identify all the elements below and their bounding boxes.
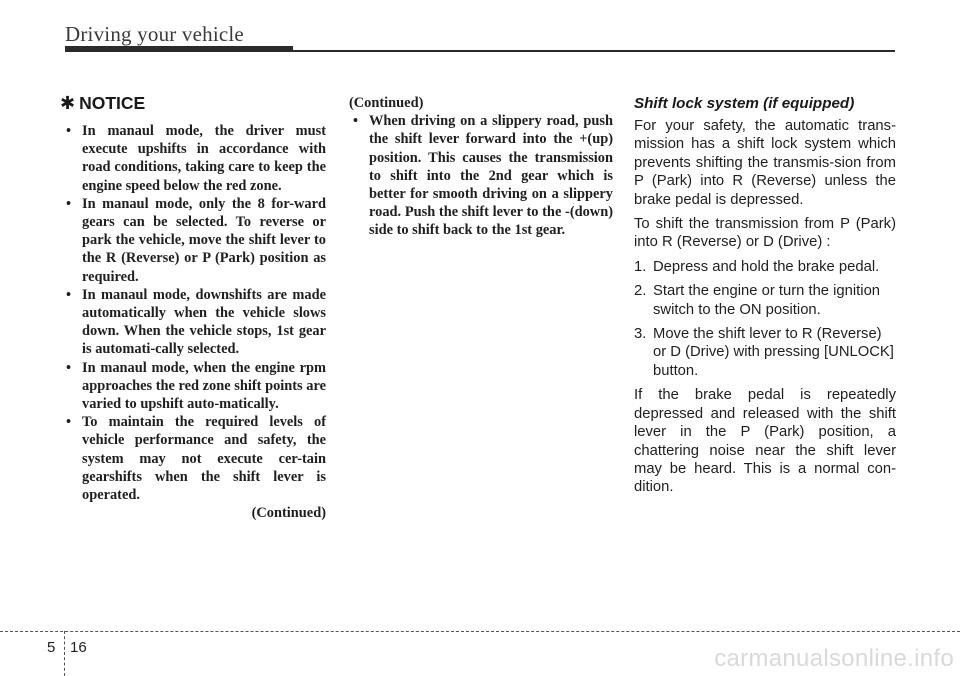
- step-number: 1.: [634, 258, 647, 275]
- star-cross-icon: ✱: [60, 93, 76, 113]
- step-text: Move the shift lever to R (Reverse) or D (Drive) with pressing [UNLOCK] button.: [653, 326, 894, 379]
- notice-column-continued: [349, 92, 613, 240]
- notice-bullet: • When driving on a slippery road, push the shift lever forward into the +(up) position. This causes the transmission to shift into the 2nd gear which is better for smooth driving on a slippery road. Push the shift lever to the -(down) side to shift back to the 1st gear.: [349, 112, 613, 239]
- step-item: [634, 282, 896, 319]
- header-accent-bar: [65, 46, 293, 52]
- shift-lock-closing: If the brake pedal is repeatedly depressed and released with the shift lever in the P (Park) position, a chattering noise near the shift lever may be heard. This is a normal con-dition.: [634, 387, 896, 496]
- step-text: Start the engine or turn the ignition switch to the ON position.: [653, 283, 881, 318]
- notice-continued-list: [349, 112, 613, 239]
- step-text: Depress and hold the brake pedal.: [653, 258, 880, 275]
- notice-bullet: • In manaul mode, only the 8 for-ward gears can be selected. To reverse or park the vehicle, move the shift lever to the R (Reverse) or P (Park) position as required.: [60, 195, 326, 286]
- notice-bullet: • In manaul mode, the driver must execute upshifts in accordance with road conditions, taking care to keep the engine speed below the red zone.: [60, 122, 326, 195]
- step-item: [634, 258, 896, 276]
- step-item: [634, 325, 896, 380]
- notice-bullet-list: [60, 122, 326, 504]
- notice-heading: [60, 92, 326, 114]
- footer-rule: [0, 631, 960, 632]
- watermark: carmanualsonline.info: [714, 645, 954, 672]
- continued-label-start: (Continued): [349, 95, 424, 111]
- chapter-number: 5: [47, 639, 56, 656]
- step-number: 3.: [634, 326, 647, 343]
- notice-bullet: • In manaul mode, downshifts are made automatically when the vehicle slows down. When the vehicle stops, 1st gear is automati-cally selected.: [60, 286, 326, 359]
- page-header-title: Driving your vehicle: [65, 22, 244, 46]
- page-number: 16: [70, 639, 87, 656]
- shift-lock-lead: To shift the transmission from P (Park) into R (Reverse) or D (Drive) :: [634, 216, 896, 251]
- step-number: 2.: [634, 283, 647, 300]
- notice-bullet: • To maintain the required levels of vehicle performance and safety, the system may not execute cer-tain gearshifts when the shift lever is operated.: [60, 413, 326, 504]
- shift-lock-intro: For your safety, the automatic trans-mission has a shift lock system which prevents shifting the transmis-sion from P (Park) into R (Reverse) unless the brake pedal is depressed.: [634, 118, 896, 208]
- shift-lock-heading: Shift lock system (if equipped): [634, 95, 855, 112]
- continued-label-end: (Continued): [251, 505, 326, 522]
- notice-heading-label: NOTICE: [79, 93, 146, 113]
- shift-lock-steps: [634, 258, 896, 380]
- notice-column-left: [60, 92, 326, 522]
- notice-bullet: • In manaul mode, when the engine rpm approaches the red zone shift points are varied to upshift auto-matically.: [60, 359, 326, 414]
- shift-lock-section: [634, 92, 896, 503]
- footer-divider: [64, 631, 65, 676]
